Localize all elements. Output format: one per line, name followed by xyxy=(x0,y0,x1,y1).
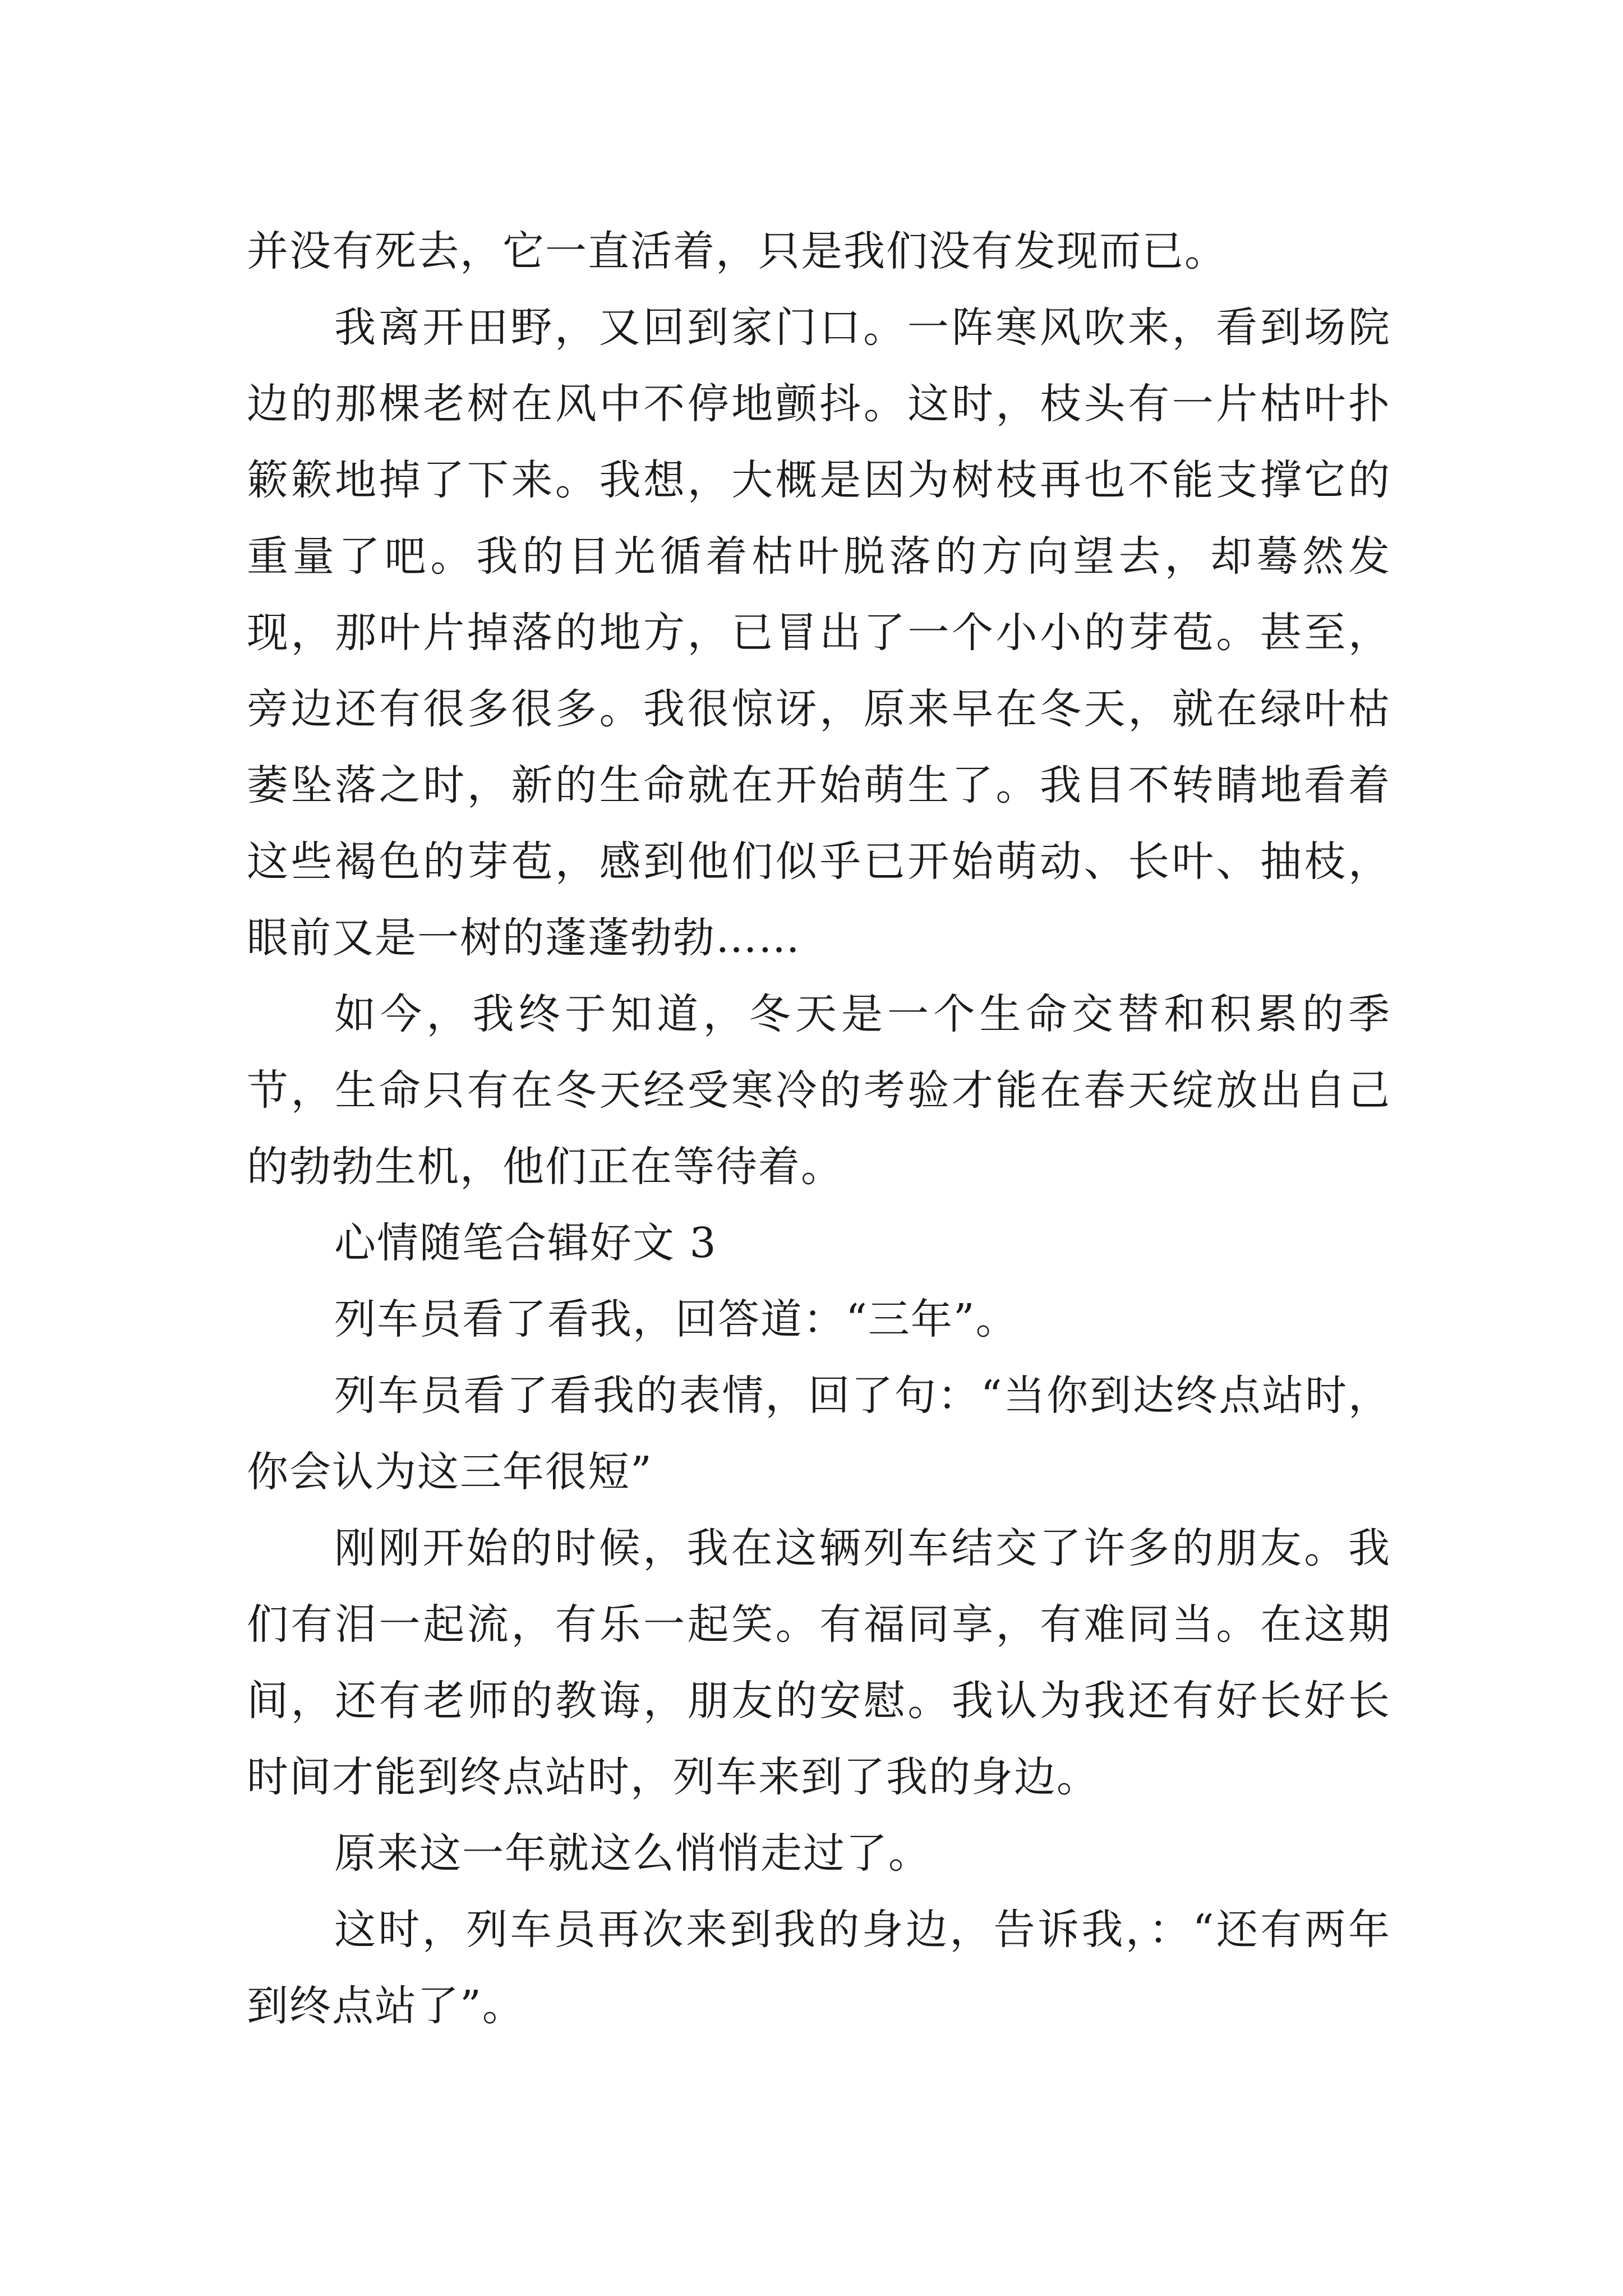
paragraph: 原来这一年就这么悄悄走过了。 xyxy=(334,1829,931,1878)
section-heading: 心情随笔合辑好文 3 xyxy=(334,1219,717,1267)
paragraph: 列车员看了看我的表情，回了句：“当你到达终点站时，你会认为这三年很短” xyxy=(247,1372,1391,1496)
paragraph: 如今，我终于知道，冬天是一个生命交替和积累的季节，生命只有在冬天经受寒冷的考验才能在春天绽放出自己的勃勃生机，他们正在等待着。 xyxy=(247,990,1391,1191)
paragraph: 列车员看了看我，回答道：“三年”。 xyxy=(334,1295,1018,1343)
paragraph: 我离开田野，又回到家门口。一阵寒风吹来，看到场院边的那棵老树在风中不停地颤抖。这时，枝头有一片枯叶扑簌簌地掉了下来。我想，大概是因为树枝再也不能支撑它的重量了吧。我的目光循着枯叶脱落的方向望去，却蓦然发现，那叶片掉落的地方，已冒出了一个小小的芽苞。甚至，旁边还有很多很多。我很惊讶，原来早在冬天，就在绿叶枯萎坠落之时，新的生命就在开始萌生了。我目不转睛地看着这些褐色的芽苞，感到他们似乎已开始萌动、长叶、抽枝，眼前又是一树的蓬蓬勃勃…… xyxy=(247,303,1391,962)
paragraph: 刚刚开始的时候，我在这辆列车结交了许多的朋友。我们有泪一起流，有乐一起笑。有福同享，有难同当。在这期间，还有老师的教诲，朋友的安慰。我认为我还有好长好长时间才能到终点站时，列车来到了我的身边。 xyxy=(247,1524,1391,1801)
paragraph: 这时，列车员再次来到我的身边，告诉我，：“还有两年到终点站了”。 xyxy=(247,1906,1391,2030)
document-body xyxy=(247,213,1391,2044)
paragraph-continued: 并没有死去，它一直活着，只是我们没有发现而已。 xyxy=(247,227,1227,275)
